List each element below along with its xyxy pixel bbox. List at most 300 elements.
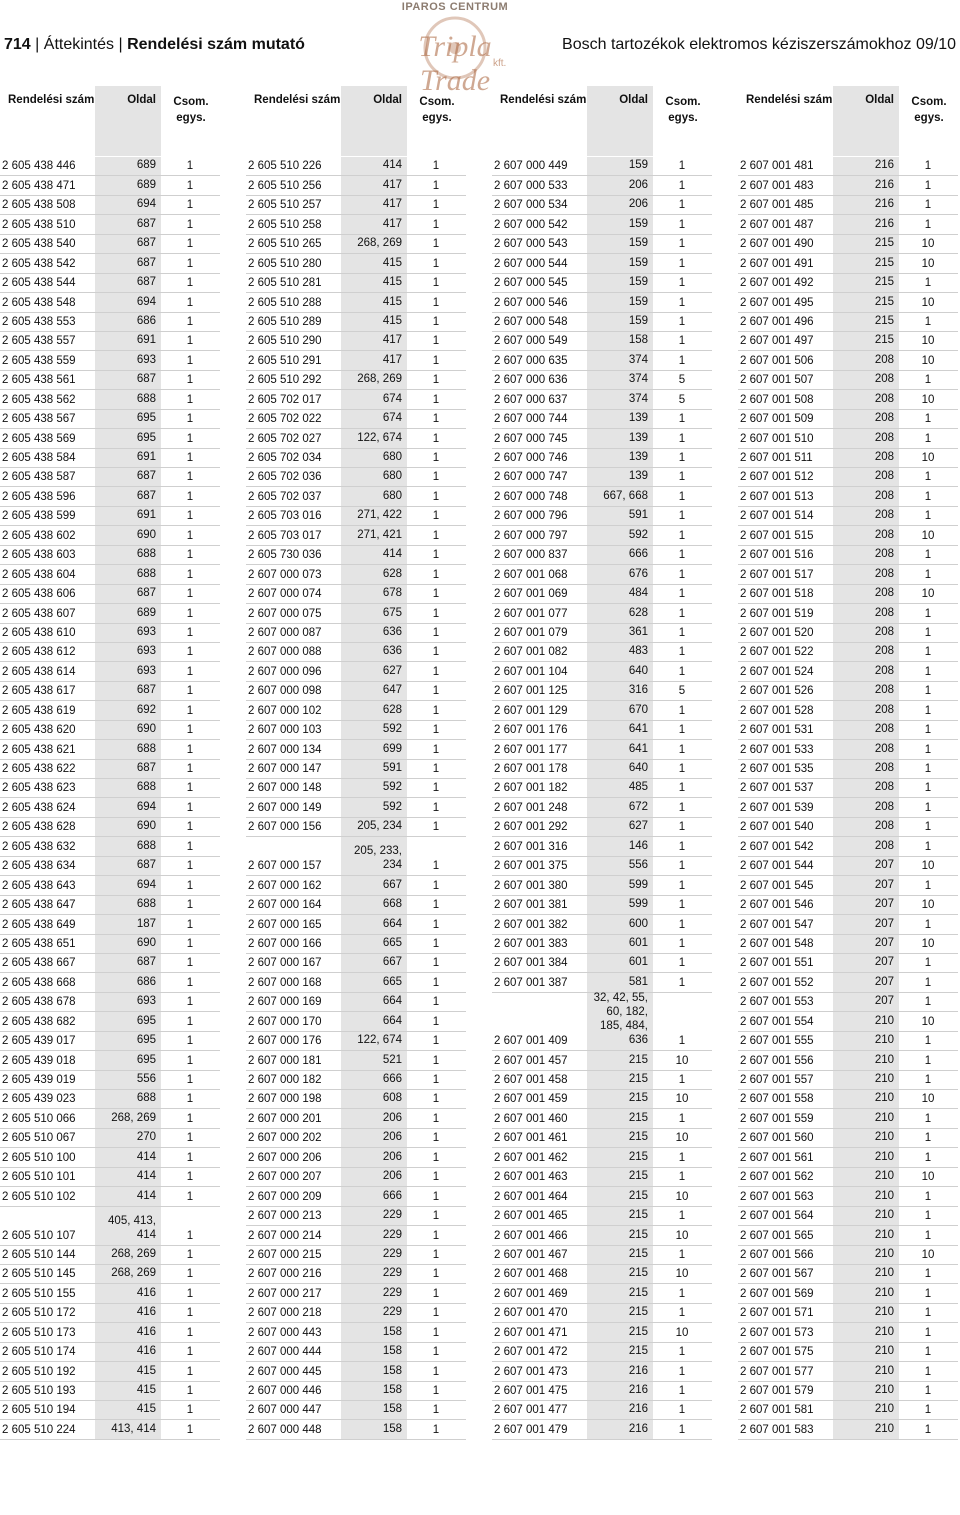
page-cell: 207 (874, 859, 894, 872)
table-row (0, 1284, 220, 1303)
page-cell-bg (95, 1304, 161, 1322)
order-number-cell: 2 607 001 178 (494, 763, 568, 775)
table-row (492, 760, 712, 779)
page-cell: 215 (874, 334, 894, 347)
header-quantity: Csom. egys. (173, 96, 209, 124)
page-cell: 591 (382, 762, 402, 774)
page-cell-bg (833, 1343, 899, 1361)
page-cell: 229 (382, 1247, 402, 1260)
quantity-cell: 1 (924, 918, 932, 931)
page-cell-bg (341, 410, 407, 428)
page-cell-bg (95, 274, 161, 292)
order-number-cell: 2 607 001 546 (740, 899, 814, 912)
order-number-cell: 2 605 438 606 (2, 588, 76, 601)
order-number-cell: 2 607 001 569 (740, 1287, 814, 1300)
page-cell: 689 (136, 606, 156, 619)
table-row (0, 371, 220, 390)
order-number-cell: 2 607 001 526 (740, 685, 814, 698)
page-cell-bg (833, 721, 899, 739)
quantity-cell: 1 (432, 199, 440, 212)
quantity-cell: 5 (678, 374, 686, 387)
quantity-cell: 1 (432, 685, 440, 698)
page-cell: 413, 414 (111, 1422, 156, 1435)
quantity-cell: 1 (678, 626, 686, 639)
table-row (0, 526, 220, 545)
quantity-cell: 1 (186, 296, 194, 309)
page-cell: 268, 269 (111, 1111, 156, 1124)
quantity-cell: 10 (675, 1326, 689, 1339)
quantity-cell: 1 (432, 1385, 440, 1398)
order-number-cell: 2 605 438 510 (2, 218, 76, 231)
table-row (0, 390, 220, 409)
page-cell: 207 (874, 898, 894, 911)
page-cell-bg (587, 215, 653, 233)
page-cell-bg (95, 643, 161, 661)
quantity-cell: 1 (678, 665, 686, 678)
table-row (492, 429, 712, 448)
quantity-cell: 10 (921, 1015, 935, 1028)
page-cell: 592 (382, 800, 402, 813)
table-row (0, 1420, 220, 1439)
page-cell: 208 (874, 839, 894, 852)
order-number-cell: 2 607 000 542 (494, 218, 568, 231)
table-row (738, 449, 958, 468)
header-page: Oldal (95, 86, 161, 156)
page-cell: 687 (136, 489, 156, 502)
page-cell: 210 (874, 1247, 894, 1260)
page-cell: 210 (874, 1345, 894, 1358)
page-cell-bg (341, 468, 407, 486)
page-cell: 229 (382, 1306, 402, 1319)
order-number-cell: 2 607 001 470 (494, 1307, 568, 1320)
table-row (0, 449, 220, 468)
order-number-cell: 2 607 001 528 (740, 704, 814, 717)
page-cell-bg (587, 1090, 653, 1108)
table-row (246, 1148, 466, 1167)
page-cell: 374 (628, 373, 648, 386)
quantity-cell: 1 (186, 1346, 194, 1359)
page-cell: 215 (628, 1267, 648, 1280)
quantity-cell: 1 (432, 1035, 440, 1048)
page-cell-bg (587, 935, 653, 953)
order-number-cell: 2 607 000 796 (494, 510, 568, 523)
quantity-cell: 1 (432, 860, 440, 873)
quantity-cell: 1 (678, 238, 686, 251)
quantity-cell: 1 (432, 1326, 440, 1339)
table-row (738, 1109, 958, 1128)
table-row (0, 1012, 220, 1031)
table-row (0, 1187, 220, 1206)
table-row (492, 701, 712, 720)
quantity-cell: 1 (678, 879, 686, 892)
table-row (246, 565, 466, 584)
page-cell-bg (587, 1265, 653, 1283)
page-cell-bg (341, 1420, 407, 1438)
page-cell-bg (95, 1246, 161, 1264)
page-cell-bg (587, 1246, 653, 1264)
page-cell-bg (587, 157, 653, 175)
page-cell: 271, 421 (357, 528, 402, 541)
page-cell: 415 (136, 1403, 156, 1416)
page-cell: 695 (136, 1053, 156, 1066)
page-cell: 680 (382, 470, 402, 483)
quantity-cell: 1 (924, 704, 932, 717)
order-number-cell: 2 605 702 022 (248, 413, 322, 426)
page-cell: 417 (382, 353, 402, 366)
page-heading (4, 36, 305, 54)
order-number-cell: 2 607 001 577 (740, 1365, 814, 1378)
order-number-cell: 2 607 001 512 (740, 471, 814, 484)
order-number-cell: 2 605 510 144 (2, 1248, 76, 1261)
page-cell-bg (95, 935, 161, 953)
quantity-cell: 1 (924, 879, 932, 892)
order-number-cell: 2 607 001 487 (740, 218, 814, 231)
quantity-cell: 1 (924, 1423, 932, 1436)
order-number-cell: 2 607 001 579 (740, 1385, 814, 1397)
quantity-cell: 1 (678, 937, 686, 950)
page-cell: 210 (874, 1073, 894, 1085)
table-row (246, 954, 466, 973)
page-cell-bg (341, 1207, 407, 1225)
quantity-cell: 1 (186, 354, 194, 367)
order-number-cell: 2 605 510 173 (2, 1326, 76, 1339)
page-cell-bg (95, 429, 161, 447)
quantity-cell: 1 (678, 743, 686, 756)
page-cell-bg (95, 1284, 161, 1302)
table-row (738, 915, 958, 934)
quantity-cell: 1 (432, 996, 440, 1009)
page-cell: 699 (382, 742, 402, 755)
order-number-cell: 2 607 001 477 (494, 1404, 568, 1417)
page-cell: 693 (136, 625, 156, 638)
table-body (0, 157, 220, 1440)
page-cell: 208 (874, 412, 894, 425)
order-number-cell: 2 607 001 469 (494, 1287, 568, 1300)
page-cell-bg (95, 332, 161, 350)
table-row (0, 254, 220, 273)
quantity-cell: 1 (678, 1210, 686, 1223)
page-cell-bg (341, 779, 407, 797)
page-cell: 484 (628, 587, 648, 600)
table-row (0, 1304, 220, 1323)
page-cell: 215 (874, 276, 894, 289)
table-row (0, 1323, 220, 1342)
page-cell: 208 (874, 548, 894, 561)
page-cell-bg (95, 546, 161, 564)
table-row (246, 973, 466, 992)
header-order-number: Rendelési szám (500, 94, 587, 106)
page-cell: 268, 269 (357, 373, 402, 386)
order-number-cell: 2 607 001 542 (740, 840, 814, 853)
header-quantity: Csom. egys. (419, 96, 455, 124)
table-row (492, 857, 712, 876)
table-row (0, 1246, 220, 1265)
page-cell-bg (587, 1148, 653, 1166)
page-cell-bg (833, 157, 899, 175)
page-cell-bg (833, 487, 899, 505)
order-number-cell: 2 605 438 599 (2, 510, 76, 523)
page-cell: 210 (874, 1306, 894, 1319)
page-cell: 691 (136, 509, 156, 522)
order-number-cell: 2 605 438 567 (2, 413, 76, 426)
order-number-cell: 2 605 510 067 (2, 1132, 76, 1145)
table-row (0, 1401, 220, 1420)
table-row (492, 837, 712, 856)
quantity-cell: 1 (678, 704, 686, 717)
page-cell: 687 (136, 256, 156, 269)
header-order-number: Rendelési szám (254, 94, 341, 106)
quantity-cell: 1 (678, 568, 686, 581)
table-row (492, 176, 712, 195)
table-row (0, 293, 220, 312)
table-row (0, 935, 220, 954)
table-row (738, 293, 958, 312)
page-cell: 206 (628, 178, 648, 191)
quantity-cell: 1 (432, 821, 440, 834)
page-cell-bg (95, 760, 161, 778)
order-number-cell: 2 607 001 508 (740, 393, 814, 406)
page-cell-bg (587, 643, 653, 661)
page-cell-bg (341, 351, 407, 369)
order-number-cell: 2 607 001 457 (494, 1054, 568, 1067)
order-number-cell: 2 605 438 557 (2, 335, 76, 348)
quantity-cell: 1 (432, 257, 440, 270)
page-cell: 159 (628, 295, 648, 308)
page-cell: 691 (136, 451, 156, 463)
order-number-cell: 2 607 001 511 (740, 452, 813, 464)
page-cell: 640 (628, 664, 648, 677)
order-number-cell: 2 605 438 540 (2, 238, 76, 251)
quantity-cell: 1 (432, 937, 440, 950)
quantity-cell: 10 (921, 860, 935, 873)
order-number-cell: 2 607 000 545 (494, 277, 568, 290)
quantity-cell: 1 (432, 646, 440, 659)
page-cell-bg (341, 662, 407, 680)
quantity-cell: 1 (924, 1210, 932, 1223)
quantity-cell: 1 (678, 1248, 686, 1261)
order-number-cell: 2 607 001 069 (494, 588, 568, 601)
page-cell-bg (341, 332, 407, 350)
page-cell-bg (833, 993, 899, 1011)
page-cell: 688 (136, 548, 156, 561)
page-cell: 687 (136, 217, 156, 230)
page-cell: 592 (382, 723, 402, 736)
page-cell: 599 (628, 878, 648, 891)
quantity-cell: 1 (186, 432, 194, 445)
quantity-cell: 1 (186, 160, 194, 173)
order-number-cell: 2 607 000 443 (248, 1326, 322, 1339)
page-cell-bg (341, 1323, 407, 1341)
page-cell: 415 (136, 1364, 156, 1377)
quantity-cell: 1 (432, 1112, 440, 1125)
header-quantity: Csom. egys. (665, 96, 701, 124)
order-number-cell: 2 605 510 224 (2, 1423, 76, 1436)
page-cell: 690 (136, 528, 156, 541)
table-row (738, 546, 958, 565)
page-cell: 159 (628, 159, 648, 172)
page-cell-bg (341, 760, 407, 778)
order-number-cell: 2 607 000 074 (248, 588, 322, 601)
column-header (738, 86, 958, 156)
quantity-cell: 1 (186, 1307, 194, 1320)
order-number-cell: 2 607 000 162 (248, 879, 322, 892)
page-cell: 415 (382, 276, 402, 289)
page-cell: 270 (136, 1131, 156, 1144)
quantity-cell: 1 (924, 763, 932, 775)
quantity-cell: 1 (432, 568, 440, 581)
order-number-cell: 2 607 000 073 (248, 568, 322, 581)
quantity-cell: 10 (921, 238, 935, 251)
order-number-cell: 2 607 001 104 (494, 665, 568, 678)
order-number-cell: 2 607 001 492 (740, 277, 814, 290)
page-cell: 210 (874, 1053, 894, 1066)
order-number-cell: 2 607 001 517 (740, 568, 814, 581)
order-number-cell: 2 605 438 668 (2, 976, 76, 989)
table-row (738, 274, 958, 293)
quantity-cell: 1 (432, 1190, 440, 1203)
order-number-cell: 2 607 001 518 (740, 588, 814, 601)
order-number-cell: 2 607 000 198 (248, 1093, 322, 1106)
quantity-cell: 1 (186, 1171, 194, 1184)
page-cell-bg (833, 1148, 899, 1166)
quantity-cell: 1 (432, 432, 440, 445)
table-row (492, 662, 712, 681)
table-row (492, 1109, 712, 1128)
order-number-cell: 2 607 001 557 (740, 1074, 814, 1086)
page-cell: 208 (874, 587, 894, 600)
quantity-cell: 1 (924, 1287, 932, 1300)
page-cell: 215 (628, 1209, 648, 1222)
table-row (492, 215, 712, 234)
separator: | (118, 36, 128, 53)
order-number-cell: 2 607 000 169 (248, 996, 322, 1009)
table-row (0, 1090, 220, 1109)
table-row (738, 818, 958, 837)
page-cell: 210 (874, 1092, 894, 1105)
order-number-cell: 2 607 000 167 (248, 957, 322, 970)
page-cell-bg (587, 1207, 653, 1225)
table-row (0, 487, 220, 506)
page-cell-bg (95, 896, 161, 914)
table-row (0, 429, 220, 448)
order-number-cell: 2 607 001 068 (494, 568, 568, 581)
quantity-cell: 1 (678, 1365, 686, 1378)
quantity-cell: 1 (678, 160, 686, 173)
order-number-cell: 2 605 438 614 (2, 665, 76, 678)
page-cell: 159 (628, 314, 648, 327)
quantity-cell: 5 (678, 685, 686, 698)
page-cell: 210 (874, 1150, 894, 1163)
page-cell-bg (341, 1129, 407, 1147)
header-page: Oldal (341, 86, 407, 156)
header-page: Oldal (587, 86, 653, 156)
page-cell-bg (587, 1168, 653, 1186)
page-cell-bg (95, 915, 161, 933)
quantity-cell: 1 (678, 315, 686, 328)
quantity-cell: 1 (432, 626, 440, 639)
quantity-cell: 1 (924, 160, 932, 173)
page-cell: 687 (136, 373, 156, 386)
order-number-cell: 2 607 001 559 (740, 1112, 814, 1125)
quantity-cell: 10 (921, 257, 935, 270)
page-cell: 416 (136, 1325, 156, 1338)
order-number-cell: 2 607 001 571 (740, 1307, 814, 1320)
page-cell-bg (341, 565, 407, 583)
table-row (0, 313, 220, 332)
page-cell: 210 (874, 1422, 894, 1435)
page-cell-bg (341, 1226, 407, 1244)
quantity-cell: 1 (432, 413, 440, 426)
quantity-cell: 1 (186, 257, 194, 270)
page-cell-bg (95, 993, 161, 1011)
order-number-cell: 2 607 000 534 (494, 199, 568, 212)
table-row (738, 1129, 958, 1148)
page-cell-bg (341, 682, 407, 700)
table-row (246, 293, 466, 312)
quantity-cell: 1 (432, 1151, 440, 1164)
table-row (738, 662, 958, 681)
table-row (492, 896, 712, 915)
order-number-cell: 2 605 438 607 (2, 607, 76, 620)
page-cell: 687 (136, 470, 156, 483)
quantity-cell: 10 (921, 296, 935, 309)
table-row (0, 274, 220, 293)
page-cell-bg (587, 1323, 653, 1341)
order-number-cell: 2 607 001 535 (740, 763, 814, 775)
page-cell-bg (95, 1343, 161, 1361)
page-cell-bg (95, 1129, 161, 1147)
order-number-cell: 2 607 001 519 (740, 607, 814, 620)
quantity-cell: 1 (186, 179, 194, 192)
page-cell-bg (587, 176, 653, 194)
table-row (738, 798, 958, 817)
quantity-cell: 1 (924, 471, 932, 484)
page-cell-bg (95, 1071, 161, 1089)
page-cell-bg (341, 701, 407, 719)
table-row (0, 818, 220, 837)
page-cell-bg (833, 585, 899, 603)
quantity-cell: 1 (924, 413, 932, 426)
quantity-cell: 1 (924, 646, 932, 659)
quantity-cell: 1 (924, 432, 932, 445)
page-cell-bg (341, 993, 407, 1011)
page-cell: 215 (628, 1189, 648, 1202)
page-cell-bg (95, 585, 161, 603)
table-row (0, 682, 220, 701)
table-row (492, 915, 712, 934)
page-cell: 159 (628, 276, 648, 289)
order-number-cell: 2 607 001 496 (740, 315, 814, 328)
page-cell-bg (587, 235, 653, 253)
page-cell: 210 (874, 1170, 894, 1183)
page-cell-bg (341, 526, 407, 544)
page-cell: 215 (874, 314, 894, 327)
order-number-cell: 2 607 001 555 (740, 1035, 814, 1048)
page-cell: 158 (382, 1384, 402, 1397)
order-number-cell: 2 605 438 602 (2, 529, 76, 542)
quantity-cell: 1 (678, 801, 686, 814)
page-cell: 695 (136, 431, 156, 444)
quantity-cell: 1 (432, 1307, 440, 1320)
page-cell: 208 (874, 353, 894, 366)
order-number-cell: 2 607 001 466 (494, 1229, 568, 1242)
quantity-cell: 10 (921, 529, 935, 542)
table-row (738, 682, 958, 701)
table-row (738, 896, 958, 915)
table-row (738, 332, 958, 351)
table-row (246, 1343, 466, 1362)
order-number-cell: 2 607 001 182 (494, 782, 568, 795)
